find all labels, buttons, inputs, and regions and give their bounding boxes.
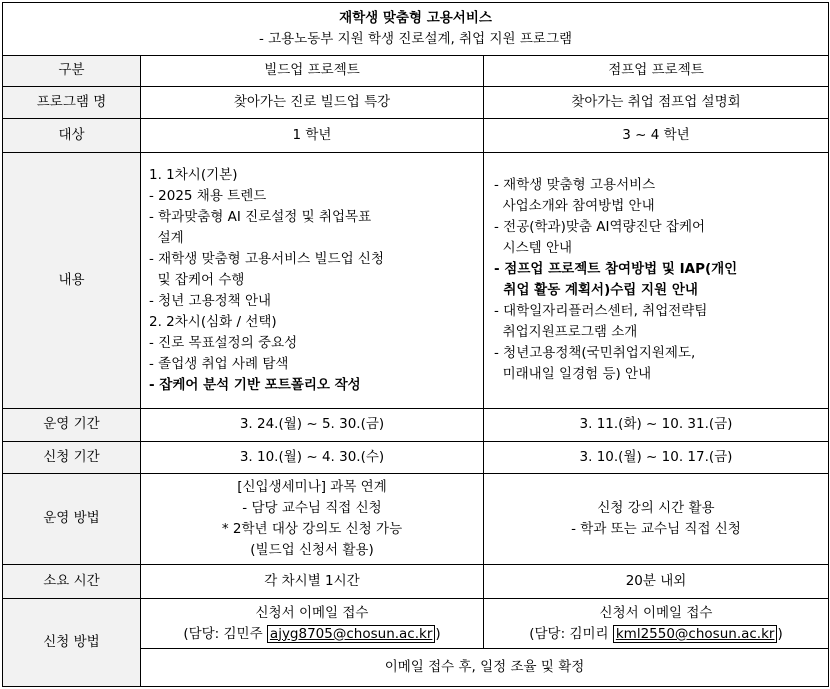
duration-build-up: 각 차시별 1시간 (141, 564, 484, 598)
apply-method-jump-up (484, 598, 829, 649)
method-line: (빌드업 신청서 활용) (250, 541, 374, 558)
list-item: - 졸업생 취업 사례 탐색 (149, 355, 289, 372)
operation-method-build-up (141, 474, 484, 564)
apply-method-row (3, 598, 829, 649)
document-subtitle: - 고용노동부 지원 학생 진로설계, 취업 지원 프로그램 (258, 30, 573, 47)
apply-period-build-up: 3. 10.(월) ~ 4. 30.(수) (141, 442, 484, 474)
apply-method-label: 신청 방법 (3, 598, 141, 686)
email-box (267, 625, 435, 643)
list-item: 설계 (149, 229, 184, 246)
content-label: 내용 (3, 152, 141, 408)
list-item: 시스템 안내 (494, 240, 573, 257)
operation-method-jump-up (484, 474, 829, 564)
list-item: 취업 활동 계획서)수립 지원 안내 (494, 282, 698, 299)
target-build-up: 1 학년 (141, 119, 484, 152)
title-cell (3, 3, 829, 56)
program-table (2, 2, 829, 687)
apply-contact (484, 624, 828, 645)
email-box (613, 625, 778, 643)
list-item: - 청년 고용정책 안내 (149, 292, 272, 309)
program-name-label: 프로그램 명 (3, 86, 141, 118)
target-row (3, 119, 829, 152)
list-item: 및 잡케어 수행 (149, 271, 245, 288)
method-line: - 학과 또는 교수님 직접 신청 (571, 520, 741, 537)
content-build-up (141, 152, 484, 408)
contact-text: (담당: 김미리 (529, 625, 613, 642)
list-item: 사업소개와 참여방법 안내 (494, 198, 655, 215)
target-jump-up: 3 ~ 4 학년 (484, 119, 829, 152)
operation-period-row (3, 408, 829, 441)
apply-contact (141, 624, 483, 645)
header-row (3, 55, 829, 86)
apply-period-jump-up: 3. 10.(월) ~ 10. 17.(금) (484, 442, 829, 474)
list-item: - 학과맞춤형 AI 진로설정 및 취업목표 (149, 208, 372, 225)
header-category: 구분 (3, 55, 141, 86)
list-item: 2. 2차시(심화 / 선택) (149, 313, 277, 330)
title-row (3, 3, 829, 56)
program-name-row (3, 86, 829, 118)
contact-close: ) (777, 625, 783, 642)
content-jump-up (484, 152, 829, 408)
contact-text: (담당: 김민주 (183, 625, 267, 642)
operation-period-label: 운영 기간 (3, 408, 141, 441)
header-build-up: 빌드업 프로젝트 (141, 55, 484, 86)
list-item: 미래내일 일경험 등) 안내 (494, 366, 652, 383)
operation-period-build-up: 3. 24.(월) ~ 5. 30.(금) (141, 408, 484, 441)
apply-period-label: 신청 기간 (3, 442, 141, 474)
list-item: - 청년고용정책(국민취업지원제도, (494, 345, 696, 362)
operation-method-label: 운영 방법 (3, 474, 141, 564)
email-link[interactable]: kml2550@chosun.ac.kr (615, 625, 775, 642)
email-link[interactable]: ajyg8705@chosun.ac.kr (269, 625, 433, 642)
apply-method-build-up (141, 598, 484, 649)
program-name-build-up: 찾아가는 진로 빌드업 특강 (141, 86, 484, 118)
method-line: 신청 강의 시간 활용 (597, 499, 715, 516)
method-line: * 2학년 대상 강의도 신청 가능 (221, 520, 403, 537)
apply-method-line: 신청서 이메일 접수 (599, 604, 713, 621)
duration-jump-up: 20분 내외 (484, 564, 829, 598)
list-item: - 잡케어 분석 기반 포트폴리오 작성 (149, 376, 361, 393)
content-row (3, 152, 829, 408)
list-item: - 2025 채용 트렌드 (149, 187, 267, 204)
document-title: 재학생 맞춤형 고용서비스 (339, 9, 492, 26)
list-item: - 전공(학과)맞춤 AI역량진단 잡케어 (494, 219, 706, 236)
operation-period-jump-up: 3. 11.(화) ~ 10. 31.(금) (484, 408, 829, 441)
list-item: - 재학생 맞춤형 고용서비스 (494, 177, 656, 194)
apply-method-line: 신청서 이메일 접수 (255, 604, 369, 621)
apply-method-common: 이메일 접수 후, 일정 조율 및 확정 (141, 649, 829, 687)
method-line: - 담당 교수님 직접 신청 (242, 499, 382, 516)
list-item: - 대학일자리플러스센터, 취업전략팀 (494, 303, 708, 320)
method-line: [신입생세미나] 과목 연계 (237, 478, 387, 495)
list-item: - 점프업 프로젝트 참여방법 및 IAP(개인 (494, 261, 738, 278)
list-item: 취업지원프로그램 소개 (494, 324, 638, 341)
list-item: - 재학생 맞춤형 고용서비스 빌드업 신청 (149, 250, 384, 267)
duration-row (3, 564, 829, 598)
program-name-jump-up: 찾아가는 취업 점프업 설명회 (484, 86, 829, 118)
operation-method-row (3, 474, 829, 564)
list-item: - 진로 목표설정의 중요성 (149, 334, 298, 351)
content-jump-up-list (484, 175, 828, 385)
target-label: 대상 (3, 119, 141, 152)
apply-period-row (3, 442, 829, 474)
duration-label: 소요 시간 (3, 564, 141, 598)
header-jump-up: 점프업 프로젝트 (484, 55, 829, 86)
content-build-up-list (141, 165, 483, 396)
contact-close: ) (435, 625, 441, 642)
list-item: 1. 1차시(기본) (149, 166, 238, 183)
